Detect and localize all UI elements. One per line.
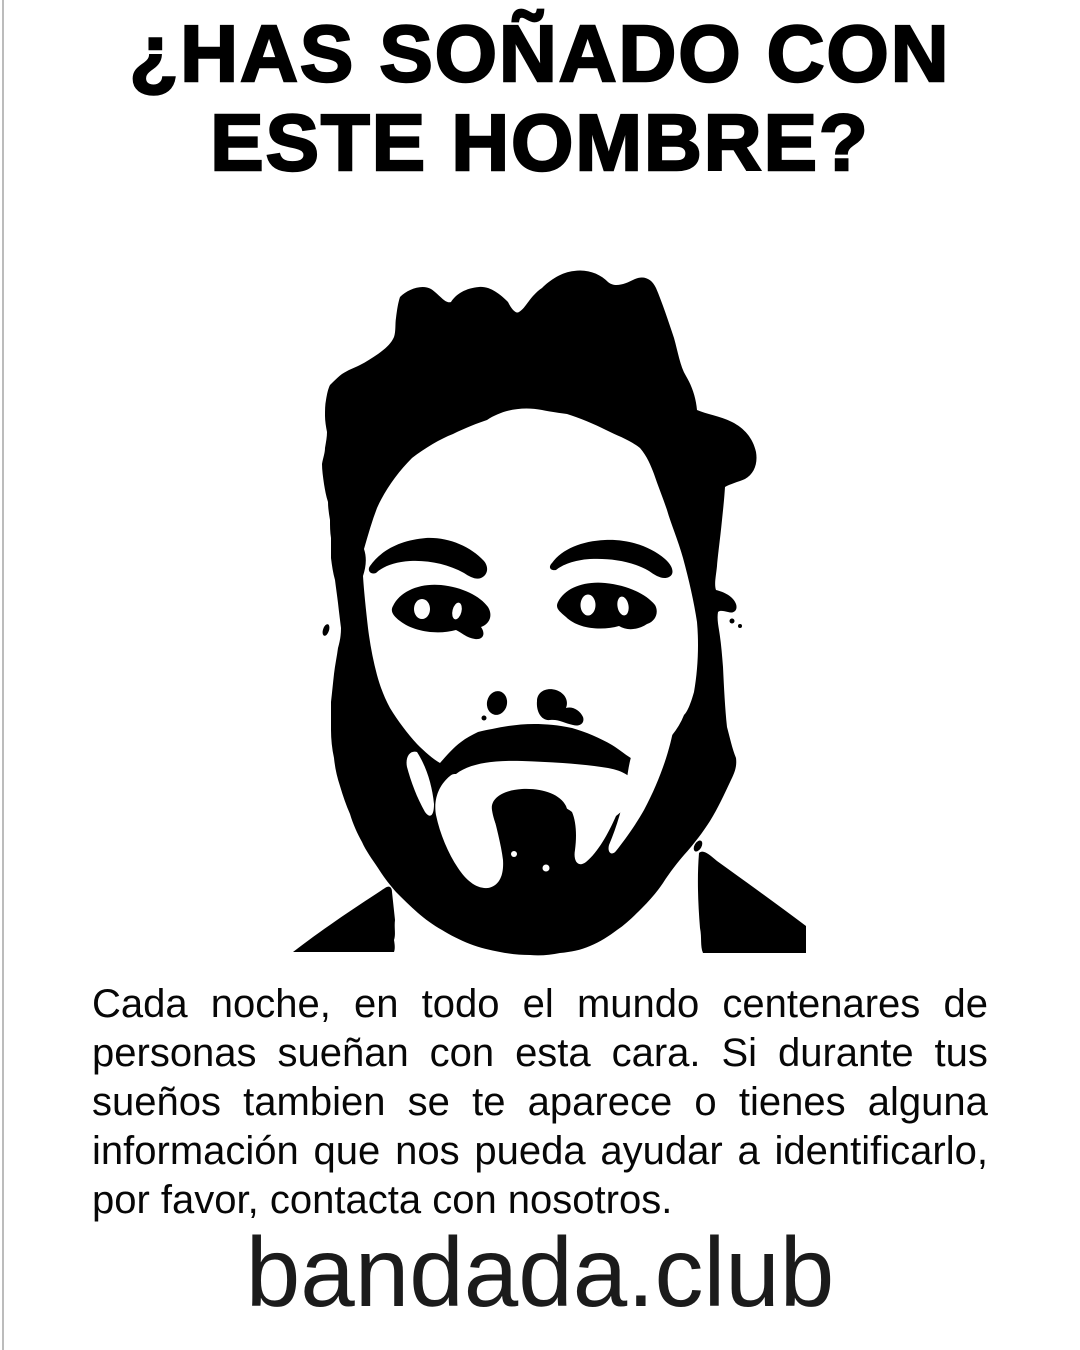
chin-speck-2	[511, 851, 517, 857]
body-word: con	[429, 1031, 495, 1075]
footer-url: bandada.club	[245, 1217, 835, 1327]
body-line	[92, 980, 988, 1029]
right-eye-glint	[581, 595, 596, 616]
body-word: en	[354, 982, 399, 1026]
body-word: identificarlo,	[774, 1129, 988, 1173]
body-word: Cada	[92, 982, 188, 1026]
body-word: noche,	[210, 982, 331, 1026]
body-word: alguna	[867, 1080, 988, 1124]
body-word: o	[694, 1080, 717, 1124]
right-temple-speck	[730, 619, 735, 624]
body-text	[92, 980, 988, 1225]
body-word: cara.	[611, 1031, 701, 1075]
body-line	[92, 1078, 988, 1127]
chin-speck	[543, 865, 550, 872]
body-word: nos	[395, 1129, 460, 1173]
body-word: todo	[421, 982, 500, 1026]
body-word: pueda	[474, 1129, 586, 1173]
left-eye-glint	[414, 599, 430, 619]
body-word: tienes	[738, 1080, 846, 1124]
left-cheek-speck	[321, 623, 330, 636]
right-temple-speck-2	[738, 624, 742, 628]
body-word: aparece	[527, 1080, 673, 1124]
body-word: sueños	[92, 1080, 221, 1124]
body-word: el	[522, 982, 554, 1026]
body-word: información	[92, 1129, 299, 1173]
body-line	[92, 1029, 988, 1078]
scan-edge-artifact	[2, 0, 4, 1350]
body-word: durante	[777, 1031, 914, 1075]
title-text-2: ESTE HOMBRE?	[210, 98, 870, 187]
body-word: sueñan	[277, 1031, 409, 1075]
title-text-1: ¿HAS SOÑADO CON	[129, 9, 951, 98]
nostril-speck	[482, 716, 487, 721]
body-word: tus	[934, 1031, 988, 1075]
body-word: esta	[515, 1031, 591, 1075]
body-word: tambien	[243, 1080, 386, 1124]
left-shoulder	[293, 887, 395, 952]
title-line-1	[0, 9, 1080, 187]
body-word: que	[313, 1129, 381, 1173]
body-word: personas	[92, 1031, 257, 1075]
body-word: Si	[721, 1031, 758, 1075]
right-shoulder	[698, 852, 806, 953]
this-man-portrait	[290, 258, 810, 958]
body-word: ayudar	[600, 1129, 723, 1173]
body-word: centenares	[722, 982, 921, 1026]
body-line	[92, 1127, 988, 1176]
body-word: se	[407, 1080, 450, 1124]
body-word: a	[737, 1129, 760, 1173]
body-word: mundo	[576, 982, 700, 1026]
body-word: de	[943, 982, 988, 1026]
body-line: por favor, contacta con nosotros.	[92, 1178, 673, 1222]
body-word: te	[472, 1080, 506, 1124]
